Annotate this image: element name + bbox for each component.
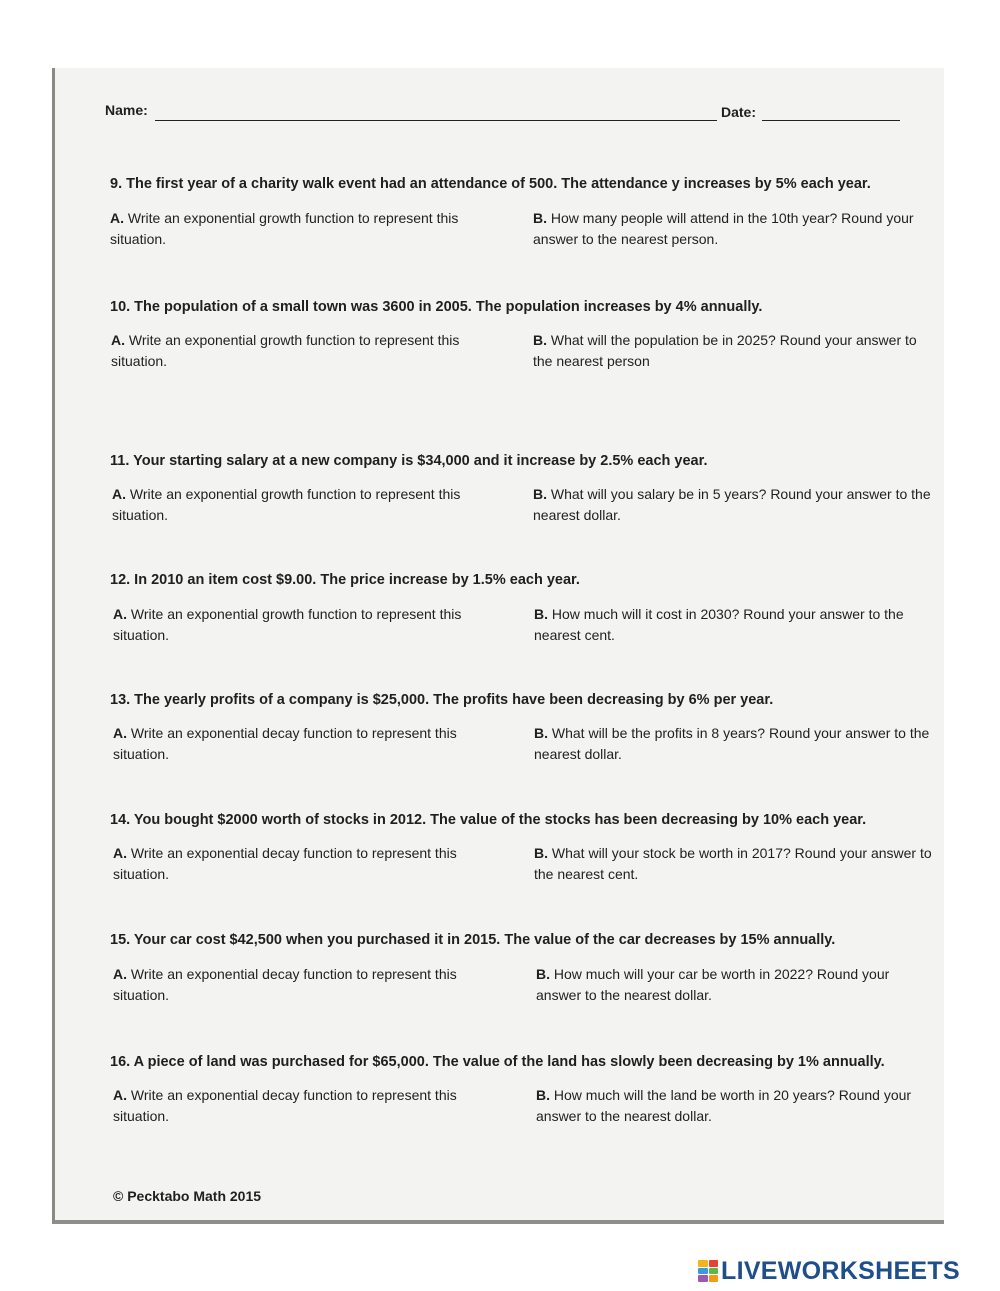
part-letter: A. [113, 845, 127, 861]
part-letter: A. [113, 966, 127, 982]
question-11-part-b [533, 484, 933, 526]
part-text: What will you salary be in 5 years? Round your answer to the nearest dollar. [533, 486, 931, 523]
question-16-title: 16. A piece of land was purchased for $65,000. The value of the land has slowly been decreasing by 1% annually. [110, 1054, 885, 1070]
part-text: How much will it cost in 2030? Round your answer to the nearest cent. [534, 606, 904, 643]
date-label: Date: [721, 104, 757, 120]
part-text: Write an exponential decay function to represent this situation. [113, 1087, 457, 1124]
question-9-part-a [110, 208, 510, 250]
question-10-part-a [111, 330, 511, 372]
part-letter: B. [533, 486, 547, 502]
part-text: How much will your car be worth in 2022? Round your answer to the nearest dollar. [536, 966, 890, 1003]
part-letter: A. [110, 210, 124, 226]
liveworksheets-logo-icon [698, 1260, 718, 1282]
logo-block [709, 1260, 719, 1267]
part-letter: B. [534, 725, 548, 741]
part-text: Write an exponential growth function to represent this situation. [111, 332, 460, 369]
brand-text: LIVEWORKSHEETS [721, 1256, 960, 1285]
part-text: Write an exponential decay function to represent this situation. [113, 725, 457, 762]
question-12-part-a [113, 604, 513, 646]
part-letter: B. [536, 1087, 550, 1103]
question-11-part-a [112, 484, 512, 526]
part-text: What will be the profits in 8 years? Round your answer to the nearest dollar. [534, 725, 930, 762]
part-letter: B. [533, 210, 547, 226]
question-13-part-a [113, 723, 513, 765]
question-9-title: 9. The first year of a charity walk event had an attendance of 500. The attendance y increases by 5% each year. [110, 176, 871, 192]
question-15-part-a [113, 964, 513, 1006]
part-text: How much will the land be worth in 20 years? Round your answer to the nearest dollar. [536, 1087, 912, 1124]
part-letter: A. [113, 1087, 127, 1103]
question-9-part-b [533, 208, 933, 250]
question-16-part-a [113, 1085, 513, 1127]
part-text: Write an exponential growth function to represent this situation. [110, 210, 459, 247]
question-13-part-b [534, 723, 934, 765]
question-11-title: 11. Your starting salary at a new company is $34,000 and it increase by 2.5% each year. [110, 453, 708, 469]
question-13-title: 13. The yearly profits of a company is $25,000. The profits have been decreasing by 6% per year. [110, 692, 774, 708]
part-letter: B. [536, 966, 550, 982]
part-letter: B. [534, 845, 548, 861]
part-text: Write an exponential growth function to represent this situation. [112, 486, 461, 523]
question-14-part-b [534, 843, 934, 885]
part-text: What will your stock be worth in 2017? Round your answer to the nearest cent. [534, 845, 932, 882]
part-text: Write an exponential growth function to represent this situation. [113, 606, 462, 643]
liveworksheets-brand[interactable] [698, 1256, 960, 1286]
part-text: Write an exponential decay function to represent this situation. [113, 845, 457, 882]
worksheet-page [52, 68, 944, 1224]
question-15-title: 15. Your car cost $42,500 when you purchased it in 2015. The value of the car decreases by 15% annually. [110, 932, 836, 948]
part-letter: A. [112, 486, 126, 502]
logo-block [709, 1268, 719, 1275]
part-letter: A. [113, 606, 127, 622]
logo-block [698, 1275, 708, 1282]
part-letter: B. [533, 332, 547, 348]
question-14-part-a [113, 843, 513, 885]
question-10-title: 10. The population of a small town was 3600 in 2005. The population increases by 4% annually. [110, 299, 763, 315]
question-10-part-b [533, 330, 933, 372]
part-text: Write an exponential decay function to represent this situation. [113, 966, 457, 1003]
name-label: Name: [105, 102, 148, 118]
part-letter: B. [534, 606, 548, 622]
question-12-title: 12. In 2010 an item cost $9.00. The price increase by 1.5% each year. [110, 572, 580, 588]
question-15-part-b [536, 964, 936, 1006]
part-text: How many people will attend in the 10th year? Round your answer to the nearest person. [533, 210, 914, 247]
part-letter: A. [111, 332, 125, 348]
logo-block [709, 1275, 719, 1282]
logo-block [698, 1268, 708, 1275]
question-14-title: 14. You bought $2000 worth of stocks in 2012. The value of the stocks has been decreasing by 10% each year. [110, 812, 867, 828]
question-16-part-b [536, 1085, 936, 1127]
part-letter: A. [113, 725, 127, 741]
copyright-footer: © Pecktabo Math 2015 [113, 1188, 262, 1204]
name-field-line[interactable] [155, 120, 717, 121]
logo-block [698, 1260, 708, 1267]
part-text: What will the population be in 2025? Round your answer to the nearest person [533, 332, 917, 369]
date-field-line[interactable] [762, 120, 900, 121]
question-12-part-b [534, 604, 934, 646]
